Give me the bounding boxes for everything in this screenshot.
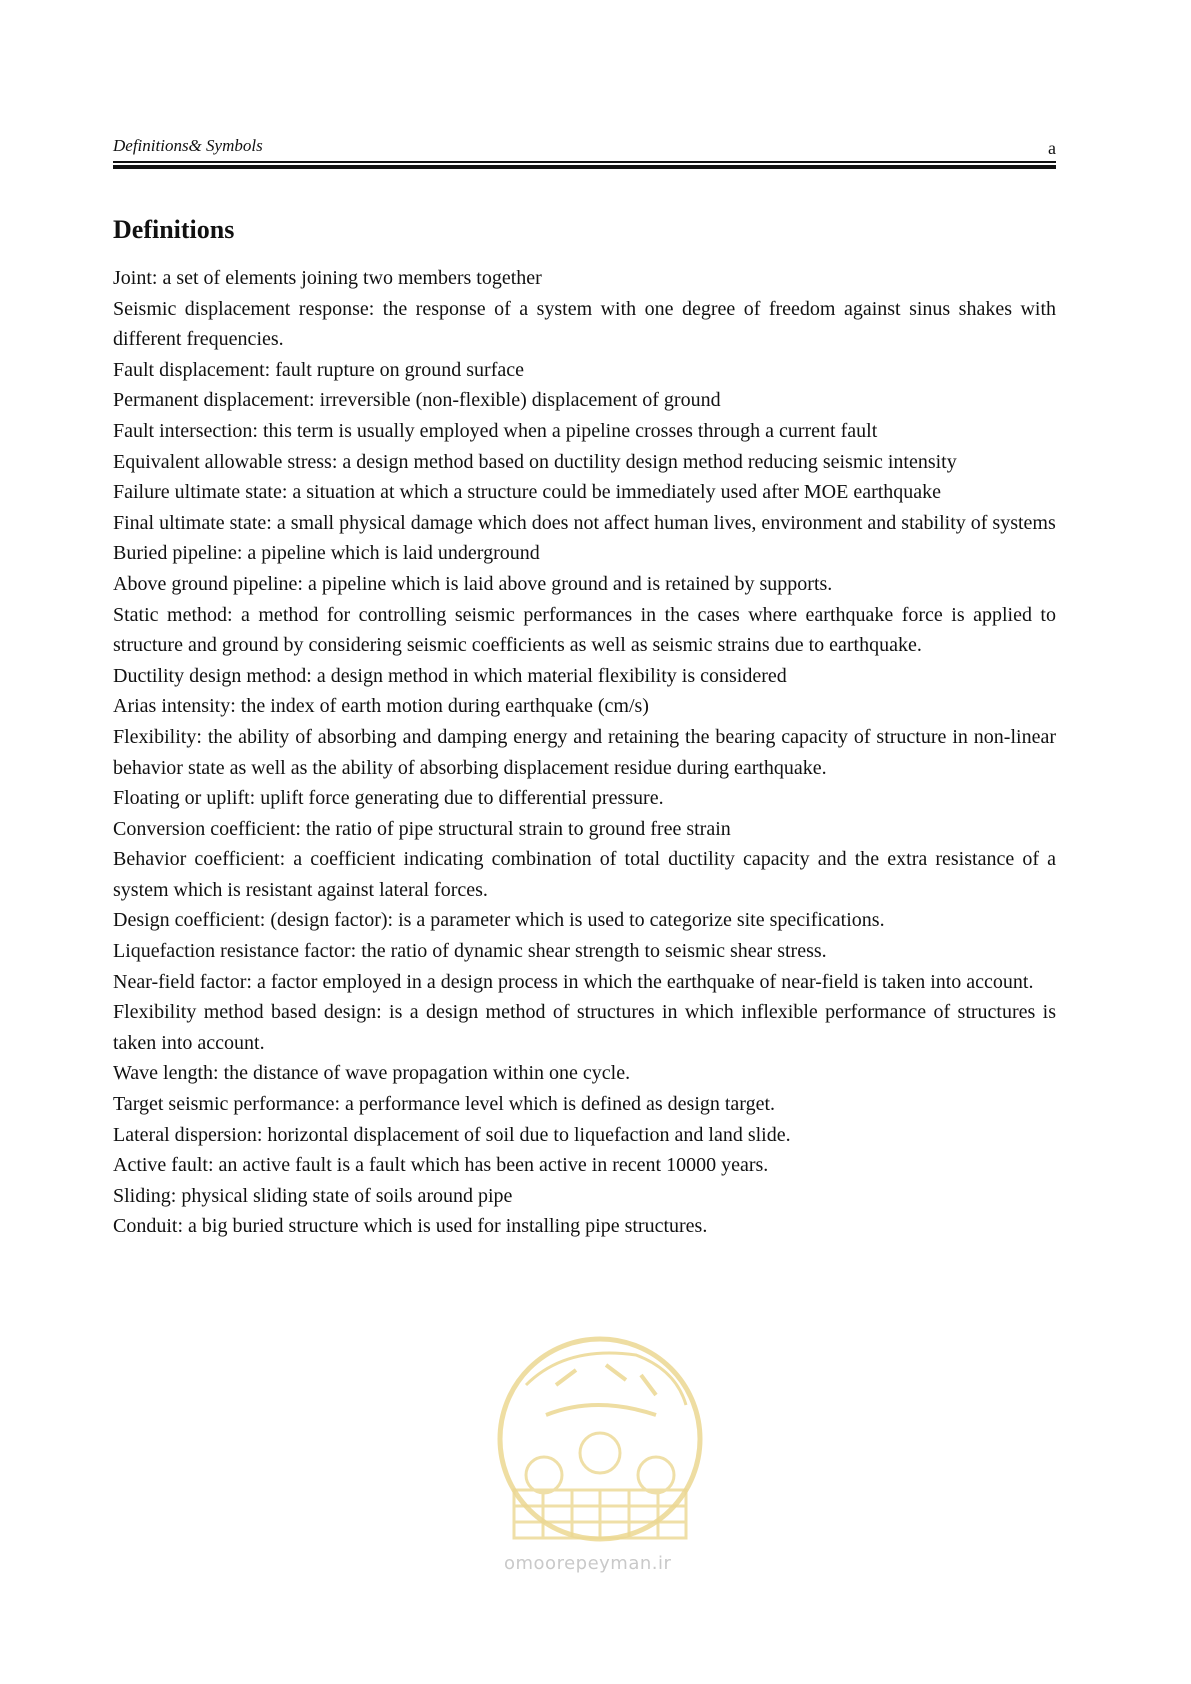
definition-item: Active fault: an active fault is a fault which has been active in recent 10000 years. [113, 1154, 769, 1177]
watermark-logo [486, 1325, 714, 1565]
definition-item: Static method: a method for controlling seismic performances in the cases where earthquake force is applied to structure and ground by considering seismic coefficients as well as seismic strains due to earthquake. [113, 603, 1056, 657]
definition-item: Flexibility: the ability of absorbing and damping energy and retaining the bearing capacity of structure in non-linear behavior state as well as the ability of absorbing displacement residue during earthquake. [113, 725, 1056, 779]
definition-item: Final ultimate state: a small physical damage which does not affect human lives, environment and stability of systems [113, 511, 1056, 534]
definition-item: Failure ultimate state: a situation at which a structure could be immediately used after MOE earthquake [113, 481, 942, 504]
definition-item: Conduit: a big buried structure which is used for installing pipe structures. [113, 1215, 708, 1238]
definition-item: Ductility design method: a design method in which material flexibility is considered [113, 664, 787, 687]
definition-item: Fault displacement: fault rupture on ground surface [113, 358, 524, 381]
definition-item: Design coefficient: (design factor): is a parameter which is used to categorize site specifications. [113, 909, 885, 932]
definition-item: Near-field factor: a factor employed in a design process in which the earthquake of near-field is taken into account. [113, 970, 1034, 993]
definition-item: Lateral dispersion: horizontal displacement of soil due to liquefaction and land slide. [113, 1123, 791, 1146]
section-heading: Definitions [113, 215, 235, 244]
definition-item: Target seismic performance: a performance level which is defined as design target. [113, 1093, 776, 1116]
definition-item: Buried pipeline: a pipeline which is laid underground [113, 542, 540, 565]
definition-item: Sliding: physical sliding state of soils around pipe [113, 1184, 513, 1207]
definition-item: Behavior coefficient: a coefficient indicating combination of total ductility capacity and the extra resistance of a system which is resistant against lateral forces. [113, 848, 1056, 901]
definition-item: Fault intersection: this term is usually employed when a pipeline crosses through a current fault [113, 419, 878, 442]
header-rule-thin [113, 161, 1056, 163]
header-title: Definitions& Symbols [113, 136, 263, 155]
watermark-url: omoorepeyman.ir [504, 1553, 672, 1574]
definition-item: Equivalent allowable stress: a design method based on ductility design method reducing seismic intensity [113, 450, 957, 473]
definition-item: Floating or uplift: uplift force generating due to differential pressure. [113, 787, 664, 810]
definition-item: Wave length: the distance of wave propagation within one cycle. [113, 1062, 631, 1085]
definition-item: Permanent displacement: irreversible (non-flexible) displacement of ground [113, 389, 721, 412]
definition-item: Above ground pipeline: a pipeline which is laid above ground and is retained by supports. [113, 572, 833, 595]
running-header [113, 136, 1056, 156]
page-number: a [1048, 138, 1056, 158]
definition-item: Conversion coefficient: the ratio of pipe structural strain to ground free strain [113, 817, 731, 840]
definitions-list [113, 263, 1056, 1242]
definition-item: Arias intensity: the index of earth motion during earthquake (cm/s) [113, 695, 649, 718]
definition-item: Liquefaction resistance factor: the ratio of dynamic shear strength to seismic shear stress. [113, 940, 827, 963]
definition-item: Joint: a set of elements joining two members together [113, 267, 542, 289]
definition-item: Flexibility method based design: is a design method of structures in which inflexible performance of structures is taken into account. [113, 1001, 1056, 1054]
definition-item: Seismic displacement response: the response of a system with one degree of freedom against sinus shakes with different frequencies. [113, 297, 1056, 351]
header-rule-thick [113, 165, 1056, 169]
